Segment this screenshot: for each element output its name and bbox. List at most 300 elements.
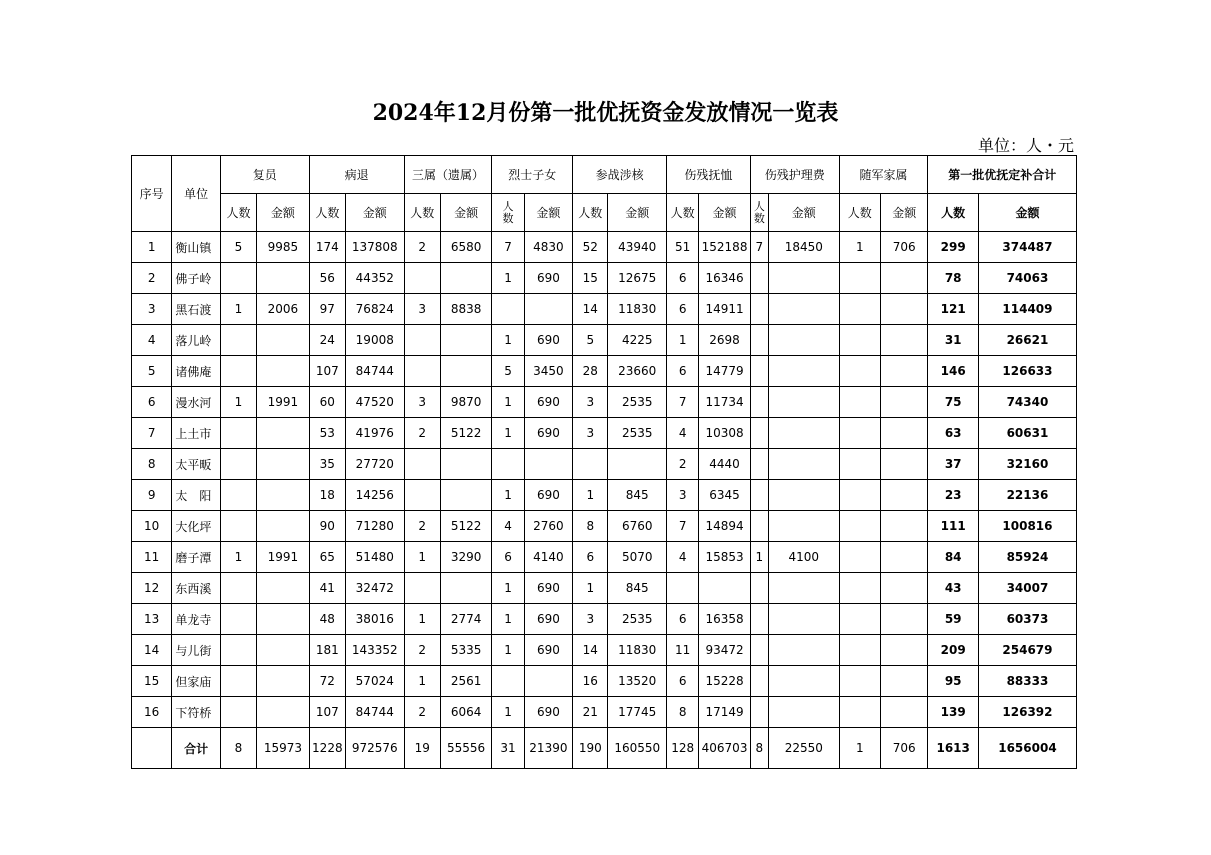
cell-amount: 4440 [699,449,750,480]
cell-amount: 8838 [440,294,491,325]
cell-amount [257,573,310,604]
subheader-amount: 金额 [768,194,839,232]
cell-people: 48 [309,604,345,635]
row-unit-name: 衡山镇 [172,232,220,263]
subheader-people: 人数 [309,194,345,232]
cell-amount: 137808 [345,232,404,263]
cell-people: 18 [309,480,345,511]
cell-people [839,294,880,325]
cell-people [839,263,880,294]
cell-people: 1 [404,666,440,697]
cell-amount: 15228 [699,666,750,697]
table-row [132,263,1077,294]
cell-people: 1 [492,573,524,604]
subheader-people: 人数 [404,194,440,232]
cell-people: 1 [573,480,608,511]
cell-people: 6 [667,356,699,387]
cell-people: 1 [492,418,524,449]
cell-amount [881,325,928,356]
cell-people [750,480,768,511]
total-amount: 160550 [608,728,667,769]
cell-people [750,294,768,325]
cell-amount: 2561 [440,666,491,697]
cell-people [404,263,440,294]
cell-people [839,356,880,387]
table-row [132,387,1077,418]
cell-people: 139 [928,697,978,728]
cell-amount [608,449,667,480]
cell-amount: 690 [524,635,572,666]
subheader-people: 人数 [928,194,978,232]
cell-amount [881,604,928,635]
header-group-bingtui: 病退 [309,156,404,194]
cell-people: 6 [573,542,608,573]
cell-people: 107 [309,356,345,387]
cell-amount: 41976 [345,418,404,449]
cell-people: 16 [573,666,608,697]
page-title: 2024年12月份第一批优抚资金发放情况一览表 [372,100,839,126]
total-amount: 406703 [699,728,750,769]
cell-people: 24 [309,325,345,356]
cell-amount [257,356,310,387]
row-seq: 12 [132,573,172,604]
table-row [132,418,1077,449]
cell-people: 4 [492,511,524,542]
cell-amount: 690 [524,263,572,294]
cell-people [750,697,768,728]
cell-amount: 5335 [440,635,491,666]
cell-amount: 88333 [978,666,1076,697]
row-unit-name: 但家庙 [172,666,220,697]
cell-amount [440,573,491,604]
table-row [132,604,1077,635]
row-seq: 5 [132,356,172,387]
cell-amount: 690 [524,325,572,356]
row-seq: 14 [132,635,172,666]
row-unit-name: 诸佛庵 [172,356,220,387]
cell-people: 1 [220,387,256,418]
cell-people: 2 [404,511,440,542]
cell-people [220,635,256,666]
total-amount: 706 [881,728,928,769]
cell-amount: 17149 [699,697,750,728]
cell-people: 84 [928,542,978,573]
table-row [132,449,1077,480]
cell-amount: 14894 [699,511,750,542]
cell-amount: 114409 [978,294,1076,325]
cell-people: 4 [667,542,699,573]
subheader-amount: 金额 [608,194,667,232]
cell-amount [440,356,491,387]
cell-people [667,573,699,604]
cell-amount: 47520 [345,387,404,418]
subheader-amount: 金额 [524,194,572,232]
cell-amount: 845 [608,573,667,604]
cell-amount: 16346 [699,263,750,294]
cell-people: 1 [492,325,524,356]
total-people: 1613 [928,728,978,769]
cell-people: 11 [667,635,699,666]
total-amount: 972576 [345,728,404,769]
cell-people: 2 [404,635,440,666]
total-amount: 22550 [768,728,839,769]
subheader-people: 人数 [220,194,256,232]
cell-amount: 152188 [699,232,750,263]
total-people: 128 [667,728,699,769]
cell-amount: 22136 [978,480,1076,511]
cell-amount: 11734 [699,387,750,418]
cell-people: 3 [573,387,608,418]
cell-people: 111 [928,511,978,542]
cell-people: 14 [573,294,608,325]
cell-people [492,294,524,325]
cell-amount [768,666,839,697]
cell-people [220,511,256,542]
cell-amount: 34007 [978,573,1076,604]
cell-amount: 15853 [699,542,750,573]
total-people: 8 [220,728,256,769]
row-seq: 4 [132,325,172,356]
cell-amount: 2535 [608,604,667,635]
cell-amount: 60631 [978,418,1076,449]
cell-amount [257,666,310,697]
cell-amount [257,511,310,542]
cell-people: 3 [573,604,608,635]
cell-amount: 32472 [345,573,404,604]
cell-people [839,418,880,449]
cell-amount [257,418,310,449]
cell-amount [768,573,839,604]
cell-people: 209 [928,635,978,666]
cell-people: 53 [309,418,345,449]
table-row [132,542,1077,573]
cell-amount: 27720 [345,449,404,480]
total-amount: 55556 [440,728,491,769]
cell-people [220,573,256,604]
cell-people: 1 [667,325,699,356]
cell-people [573,449,608,480]
total-people: 19 [404,728,440,769]
table-row [132,511,1077,542]
cell-amount: 43940 [608,232,667,263]
header-unit: 单位 [172,156,220,232]
cell-amount: 14911 [699,294,750,325]
cell-people: 3 [573,418,608,449]
cell-amount: 93472 [699,635,750,666]
cell-people: 15 [573,263,608,294]
header-group-shangcan: 伤残抚恤 [667,156,751,194]
total-row [132,728,1077,769]
cell-people: 1 [492,604,524,635]
cell-amount [881,666,928,697]
cell-people: 56 [309,263,345,294]
cell-people: 1 [404,542,440,573]
cell-people: 1 [492,263,524,294]
row-unit-name: 上土市 [172,418,220,449]
cell-people [404,573,440,604]
header-seq: 序号 [132,156,172,232]
row-seq: 10 [132,511,172,542]
subheader-people: 人 数 [750,194,768,232]
cell-amount: 9985 [257,232,310,263]
cell-people: 6 [667,666,699,697]
cell-people [220,480,256,511]
cell-people: 35 [309,449,345,480]
cell-people: 7 [750,232,768,263]
cell-amount: 690 [524,387,572,418]
cell-amount: 6760 [608,511,667,542]
table-row [132,480,1077,511]
cell-amount [440,480,491,511]
total-label: 合计 [172,728,220,769]
cell-people: 8 [573,511,608,542]
cell-people: 299 [928,232,978,263]
row-unit-name: 佛子岭 [172,263,220,294]
subheader-amount: 金额 [440,194,491,232]
cell-amount: 690 [524,480,572,511]
cell-people: 28 [573,356,608,387]
cell-people: 174 [309,232,345,263]
cell-amount: 6580 [440,232,491,263]
cell-amount: 706 [881,232,928,263]
cell-amount: 4100 [768,542,839,573]
cell-amount: 11830 [608,294,667,325]
subheader-people: 人数 [839,194,880,232]
cell-people: 75 [928,387,978,418]
cell-amount: 11830 [608,635,667,666]
cell-amount: 26621 [978,325,1076,356]
subheader-amount: 金额 [257,194,310,232]
unit-label: 单位：人・元 [977,136,1074,155]
row-unit-name: 太平畈 [172,449,220,480]
cell-amount [881,635,928,666]
subsidy-table [131,155,1077,769]
cell-amount [257,635,310,666]
subheader-amount: 金额 [699,194,750,232]
cell-amount [768,511,839,542]
cell-amount [881,294,928,325]
row-unit-name: 漫水河 [172,387,220,418]
cell-people: 51 [667,232,699,263]
subheader-people: 人数 [573,194,608,232]
cell-amount: 6345 [699,480,750,511]
cell-people: 63 [928,418,978,449]
cell-amount [768,418,839,449]
cell-amount [257,697,310,728]
cell-amount [257,449,310,480]
cell-amount: 44352 [345,263,404,294]
subheader-people: 人 数 [492,194,524,232]
cell-people: 181 [309,635,345,666]
cell-amount: 374487 [978,232,1076,263]
cell-people: 5 [573,325,608,356]
cell-people: 2 [404,232,440,263]
cell-people [220,418,256,449]
cell-amount: 23660 [608,356,667,387]
cell-amount: 5122 [440,511,491,542]
cell-people: 43 [928,573,978,604]
total-amount: 21390 [524,728,572,769]
cell-amount: 5070 [608,542,667,573]
cell-amount: 18450 [768,232,839,263]
cell-people: 6 [667,604,699,635]
cell-amount: 16358 [699,604,750,635]
cell-people: 7 [492,232,524,263]
row-seq: 6 [132,387,172,418]
cell-amount: 126392 [978,697,1076,728]
cell-amount [440,325,491,356]
total-seq-empty [132,728,172,769]
cell-people: 60 [309,387,345,418]
cell-amount: 57024 [345,666,404,697]
cell-amount: 143352 [345,635,404,666]
cell-amount: 14256 [345,480,404,511]
cell-people: 65 [309,542,345,573]
cell-people: 146 [928,356,978,387]
cell-amount: 100816 [978,511,1076,542]
cell-people: 3 [404,387,440,418]
row-seq: 15 [132,666,172,697]
cell-people: 3 [404,294,440,325]
cell-people: 31 [928,325,978,356]
cell-amount: 254679 [978,635,1076,666]
cell-people: 1 [750,542,768,573]
cell-people [839,697,880,728]
row-seq: 7 [132,418,172,449]
cell-people: 1 [492,697,524,728]
row-unit-name: 落儿岭 [172,325,220,356]
cell-amount [768,449,839,480]
cell-amount: 2698 [699,325,750,356]
cell-people: 2 [404,418,440,449]
cell-amount: 690 [524,418,572,449]
cell-amount: 126633 [978,356,1076,387]
cell-people: 23 [928,480,978,511]
header-group-fuyuan: 复员 [220,156,309,194]
cell-amount [524,294,572,325]
row-unit-name: 单龙寺 [172,604,220,635]
cell-amount: 74063 [978,263,1076,294]
cell-amount: 4830 [524,232,572,263]
cell-people [404,356,440,387]
cell-amount: 19008 [345,325,404,356]
cell-amount [768,604,839,635]
cell-people: 1 [492,635,524,666]
cell-people [839,480,880,511]
row-seq: 1 [132,232,172,263]
cell-amount: 1991 [257,542,310,573]
cell-people [839,604,880,635]
cell-people: 1 [220,294,256,325]
cell-people: 95 [928,666,978,697]
cell-amount: 17745 [608,697,667,728]
cell-amount: 14779 [699,356,750,387]
cell-people: 3 [667,480,699,511]
cell-people [404,449,440,480]
subheader-amount: 金额 [881,194,928,232]
cell-people [839,666,880,697]
cell-people: 6 [667,263,699,294]
header-group-huli: 伤残护理费 [750,156,839,194]
cell-amount: 2535 [608,387,667,418]
subheader-amount: 金额 [345,194,404,232]
cell-amount: 71280 [345,511,404,542]
cell-people [750,449,768,480]
row-unit-name: 下符桥 [172,697,220,728]
cell-people: 14 [573,635,608,666]
cell-amount: 690 [524,573,572,604]
cell-people [750,511,768,542]
cell-amount [768,635,839,666]
cell-amount: 60373 [978,604,1076,635]
cell-amount [881,480,928,511]
cell-amount [768,294,839,325]
cell-people: 1 [404,604,440,635]
cell-amount: 74340 [978,387,1076,418]
cell-amount: 12675 [608,263,667,294]
cell-amount: 84744 [345,356,404,387]
cell-amount: 6064 [440,697,491,728]
cell-people [750,325,768,356]
subheader-people: 人数 [667,194,699,232]
table-row [132,294,1077,325]
cell-amount [881,263,928,294]
cell-people [220,356,256,387]
cell-amount: 3290 [440,542,491,573]
header-group-lieshi: 烈士子女 [492,156,573,194]
cell-people [839,542,880,573]
cell-people [750,356,768,387]
cell-amount: 9870 [440,387,491,418]
cell-amount: 690 [524,604,572,635]
cell-people: 6 [492,542,524,573]
cell-people [750,387,768,418]
cell-amount: 2760 [524,511,572,542]
table-row [132,573,1077,604]
cell-people: 90 [309,511,345,542]
cell-amount [257,604,310,635]
table-row [132,356,1077,387]
cell-amount: 4140 [524,542,572,573]
cell-people: 4 [667,418,699,449]
cell-amount: 84744 [345,697,404,728]
cell-amount [257,480,310,511]
cell-people: 8 [667,697,699,728]
cell-amount [881,449,928,480]
cell-amount [440,263,491,294]
cell-amount: 5122 [440,418,491,449]
cell-amount [768,263,839,294]
cell-amount [524,666,572,697]
cell-people [750,666,768,697]
cell-people: 1 [573,573,608,604]
cell-people [220,666,256,697]
cell-amount [699,573,750,604]
cell-amount [524,449,572,480]
cell-amount [768,356,839,387]
cell-people: 59 [928,604,978,635]
row-unit-name: 磨子潭 [172,542,220,573]
cell-people [750,418,768,449]
cell-amount [881,697,928,728]
cell-amount: 2774 [440,604,491,635]
cell-amount: 845 [608,480,667,511]
cell-people: 41 [309,573,345,604]
cell-amount [881,511,928,542]
cell-people: 1 [492,480,524,511]
row-seq: 8 [132,449,172,480]
table-row [132,666,1077,697]
